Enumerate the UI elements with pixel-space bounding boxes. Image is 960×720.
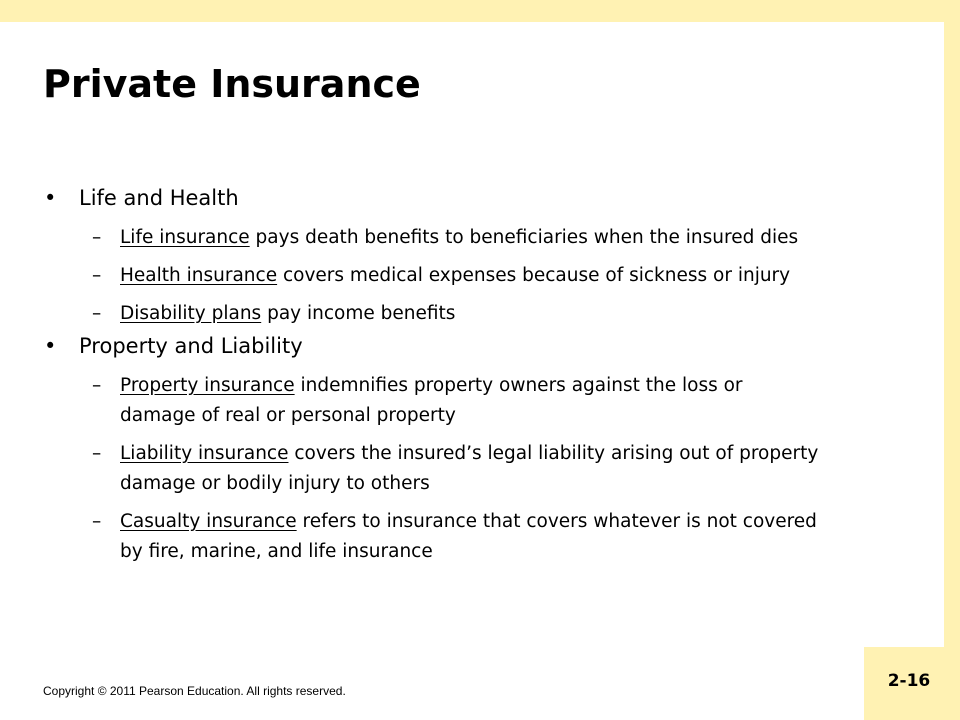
dash-icon: – bbox=[92, 375, 102, 396]
right-accent-bar bbox=[944, 0, 960, 720]
term-disability-plans: Disability plans bbox=[120, 303, 262, 324]
sub-item-property-insurance bbox=[44, 371, 820, 431]
dash-icon: – bbox=[92, 303, 102, 324]
term-life-insurance: Life insurance bbox=[120, 227, 250, 248]
dash-icon: – bbox=[92, 511, 102, 532]
term-health-insurance: Health insurance bbox=[120, 265, 278, 286]
dash-icon: – bbox=[92, 227, 102, 248]
sub-item-text: pays death benefits to beneficiaries when the insured dies bbox=[249, 227, 799, 248]
sub-item-text: indemnifies property owners against the loss or damage of real or personal property bbox=[120, 375, 743, 426]
dash-icon: – bbox=[92, 443, 102, 464]
bullet-label: Life and Health bbox=[79, 186, 239, 210]
bullet-property-and-liability bbox=[44, 329, 834, 363]
sub-item-disability-plans bbox=[44, 299, 820, 329]
bullet-label: Property and Liability bbox=[79, 334, 303, 358]
top-accent-bar bbox=[0, 0, 960, 22]
term-liability-insurance: Liability insurance bbox=[120, 443, 289, 464]
sub-item-text: refers to insurance that covers whatever is not covered by fire, marine, and life insurance bbox=[120, 511, 817, 562]
slide-content bbox=[44, 181, 834, 567]
slide-title: Private Insurance bbox=[43, 62, 421, 106]
bullet-dot-icon: • bbox=[44, 186, 57, 210]
sub-item-liability-insurance bbox=[44, 439, 820, 499]
sub-item-life-insurance bbox=[44, 223, 820, 253]
sub-item-text: covers the insured’s legal liability arising out of property damage or bodily injury to others bbox=[120, 443, 819, 494]
copyright-notice: Copyright © 2011 Pearson Education. All rights reserved. bbox=[43, 684, 346, 698]
bullet-life-and-health bbox=[44, 181, 834, 215]
sub-item-health-insurance bbox=[44, 261, 820, 291]
sub-item-casualty-insurance bbox=[44, 507, 820, 567]
page-number: 2-16 bbox=[887, 671, 931, 691]
sub-item-text: covers medical expenses because of sickness or injury bbox=[277, 265, 791, 286]
sub-item-text: pay income benefits bbox=[261, 303, 456, 324]
bullet-dot-icon: • bbox=[44, 334, 57, 358]
term-casualty-insurance: Casualty insurance bbox=[120, 511, 297, 532]
dash-icon: – bbox=[92, 265, 102, 286]
term-property-insurance: Property insurance bbox=[120, 375, 295, 396]
